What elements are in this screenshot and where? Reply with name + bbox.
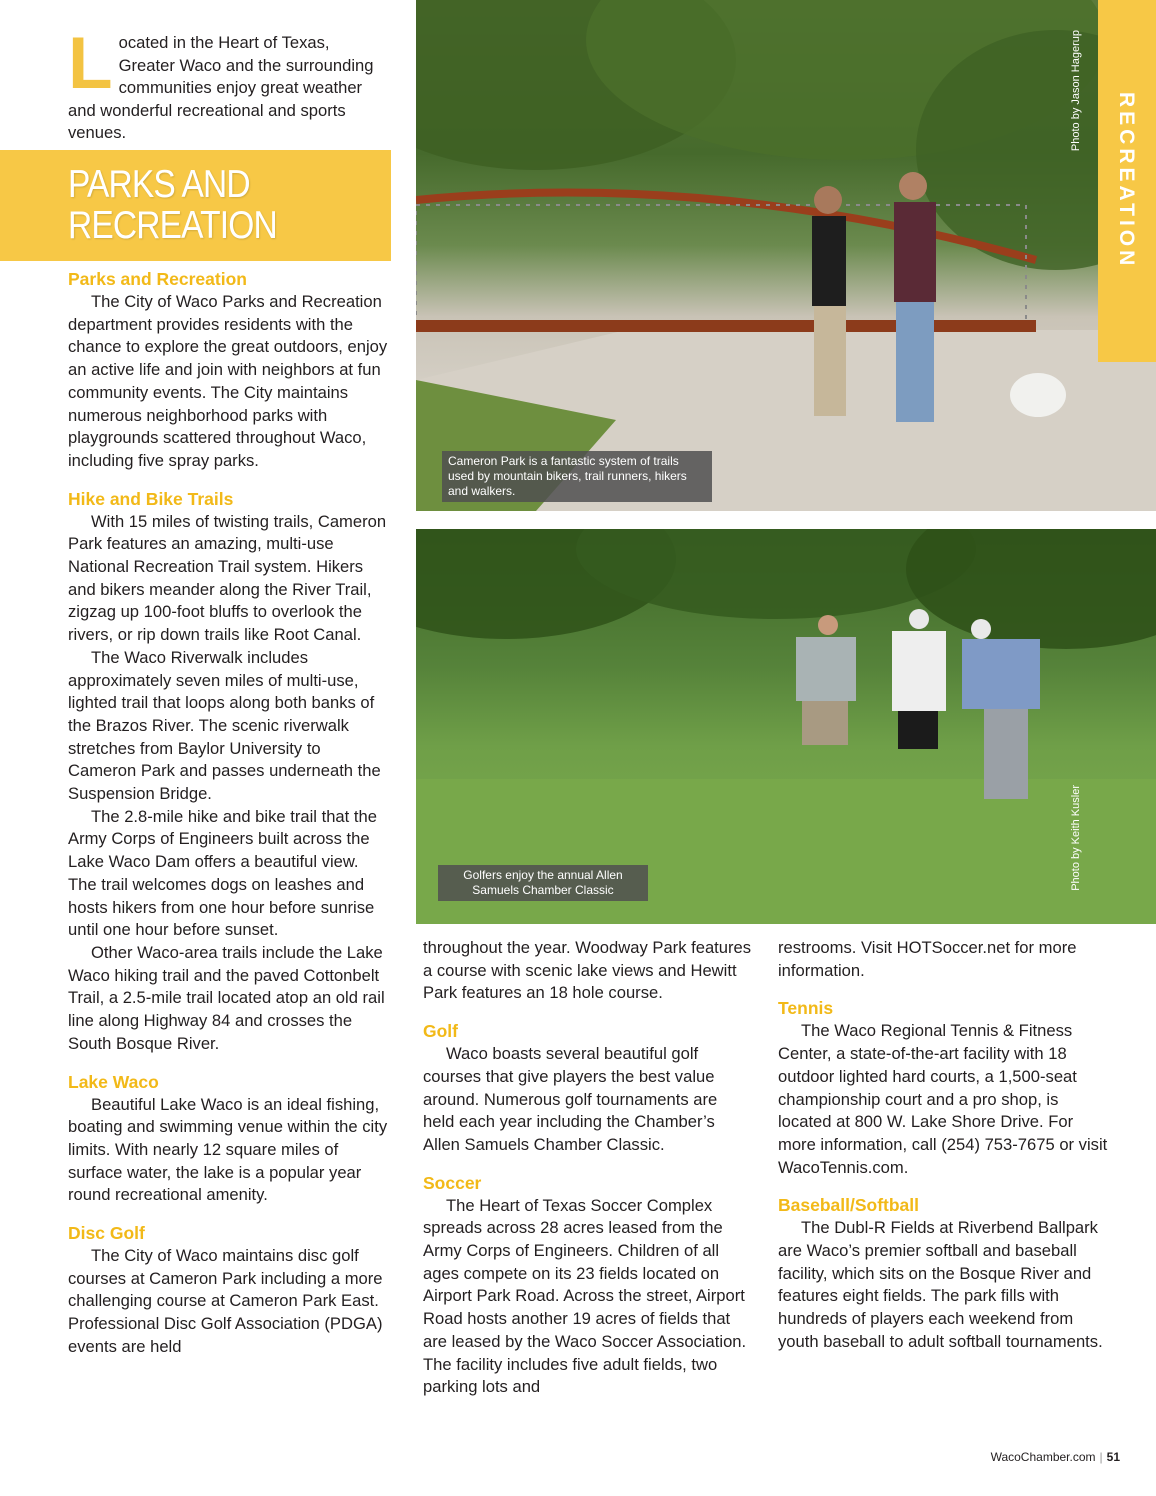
paragraph: throughout the year. Woodway Park features a course with scenic lake views and Hewitt Park features an 18 hole course.: [423, 938, 752, 1003]
photo-cameron-park: [416, 0, 1156, 511]
heading-golf: Golf: [423, 1021, 458, 1042]
photo-caption: Golfers enjoy the annual Allen Samuels Chamber Classic: [438, 865, 648, 901]
photo-credit: Photo by Jason Hagerup: [1070, 30, 1082, 152]
column-1: [68, 267, 390, 1359]
paragraph: Other Waco-area trails include the Lake Waco hiking trail and the paved Cottonbelt Trail, a 2.5-mile trail located atop an old rail line along Highway 84 and crosses the South Bosque River.: [68, 942, 385, 1053]
section-title-line1: PARKS AND: [68, 163, 250, 206]
paragraph: With 15 miles of twisting trails, Cameron Park features an amazing, multi-use National Recreation Trail system. Hikers and bikers meander along the River Trail, zigzag up 100-foot bluffs to overlook the rivers, or rip down trails like Root Canal.: [68, 511, 387, 645]
page-number: 51: [1106, 1450, 1120, 1464]
paragraph: The Heart of Texas Soccer Complex spreads across 28 acres leased from the Army Corps of Engineers. Children of all ages compete on its 23 fields located on Airport Park Road. Across the street, Airport Road hosts another 19 acres of fields that are leased by the Waco Soccer Association. The facility includes five adult fields, two parking lots and: [423, 1195, 747, 1397]
section-tab-label: RECREATION: [1115, 92, 1138, 270]
footer-separator: |: [1099, 1450, 1103, 1464]
page-footer: [991, 1450, 1120, 1464]
heading-lake-waco: Lake Waco: [68, 1071, 159, 1092]
paragraph: The Waco Regional Tennis & Fitness Center, a state-of-the-art facility with 18 outdoor lighted hard courts, a 1,500-seat championship court and a pro shop, is located at 800 W. Lake Shore Drive. For more information, call (254) 753-7675 or visit WacoTennis.com.: [778, 1021, 1108, 1177]
heading-disc-golf: Disc Golf: [68, 1223, 145, 1244]
photo-golfers: [416, 529, 1156, 924]
paragraph: The City of Waco maintains disc golf courses at Cameron Park including a more challenging course at Cameron Park East. Professional Disc Golf Association (PDGA) events are held: [68, 1246, 383, 1356]
paragraph: Waco boasts several beautiful golf courses that give players the best value around. Numerous golf tournaments are held each year including the Chamber’s Allen Samuels Chamber Classic.: [423, 1044, 718, 1154]
intro-text: ocated in the Heart of Texas, Greater Waco and the surrounding communities enjoy great weather and wonderful recreational and sports venues.: [68, 33, 374, 143]
drop-cap: L: [68, 23, 113, 104]
section-title: [68, 164, 343, 246]
heading-hike-bike: Hike and Bike Trails: [68, 488, 234, 509]
photo-credit: Photo by Keith Kusler: [1070, 785, 1082, 891]
paragraph: The 2.8-mile hike and bike trail that the Army Corps of Engineers built across the Lake Waco Dam offers a beautiful view. The trail welcomes dogs on leashes and hosts hikers from one hour before sunrise until one hour before sunset.: [68, 806, 377, 940]
photo-illustration: [416, 0, 1156, 511]
paragraph: The Waco Riverwalk includes approximately seven miles of multi-use, lighted trail that loops along both banks of the Brazos River. The scenic riverwalk stretches from Baylor University to Cameron Park and passes underneath the Suspension Bridge.: [68, 647, 381, 804]
intro-paragraph: [68, 23, 390, 145]
column-3: [778, 937, 1108, 1354]
paragraph: The City of Waco Parks and Recreation department provides residents with the chance to explore the great outdoors, enjoy an active life and join with neighbors at fun community events. The City maintains numerous neighborhood parks with playgrounds scattered throughout Waco, including five spray parks.: [68, 292, 388, 470]
paragraph: Beautiful Lake Waco is an ideal fishing, boating and swimming venue within the city limits. With nearly 12 square miles of surface water, the lake is a popular year round recreational amenity.: [68, 1094, 388, 1205]
heading-baseball-softball: Baseball/Softball: [778, 1195, 920, 1216]
footer-site: WacoChamber.com: [990, 1450, 1096, 1464]
heading-tennis: Tennis: [778, 998, 834, 1019]
paragraph: The Dubl-R Fields at Riverbend Ballpark are Waco’s premier softball and baseball facility, which sits on the Bosque River and features eight fields. The park fills with hundreds of players each weekend from youth baseball to adult softball tournaments.: [778, 1218, 1103, 1351]
heading-parks: Parks and Recreation: [68, 269, 247, 289]
section-title-line2: RECREATION: [68, 204, 277, 247]
heading-soccer: Soccer: [423, 1172, 482, 1193]
column-2: [423, 937, 753, 1399]
section-tab: [1098, 0, 1156, 362]
photo-caption: Cameron Park is a fantastic system of trails used by mountain bikers, trail runners, hikers and walkers.: [442, 451, 712, 502]
paragraph: restrooms. Visit HOTSoccer.net for more information.: [778, 938, 1077, 980]
section-header-band: [0, 150, 391, 261]
